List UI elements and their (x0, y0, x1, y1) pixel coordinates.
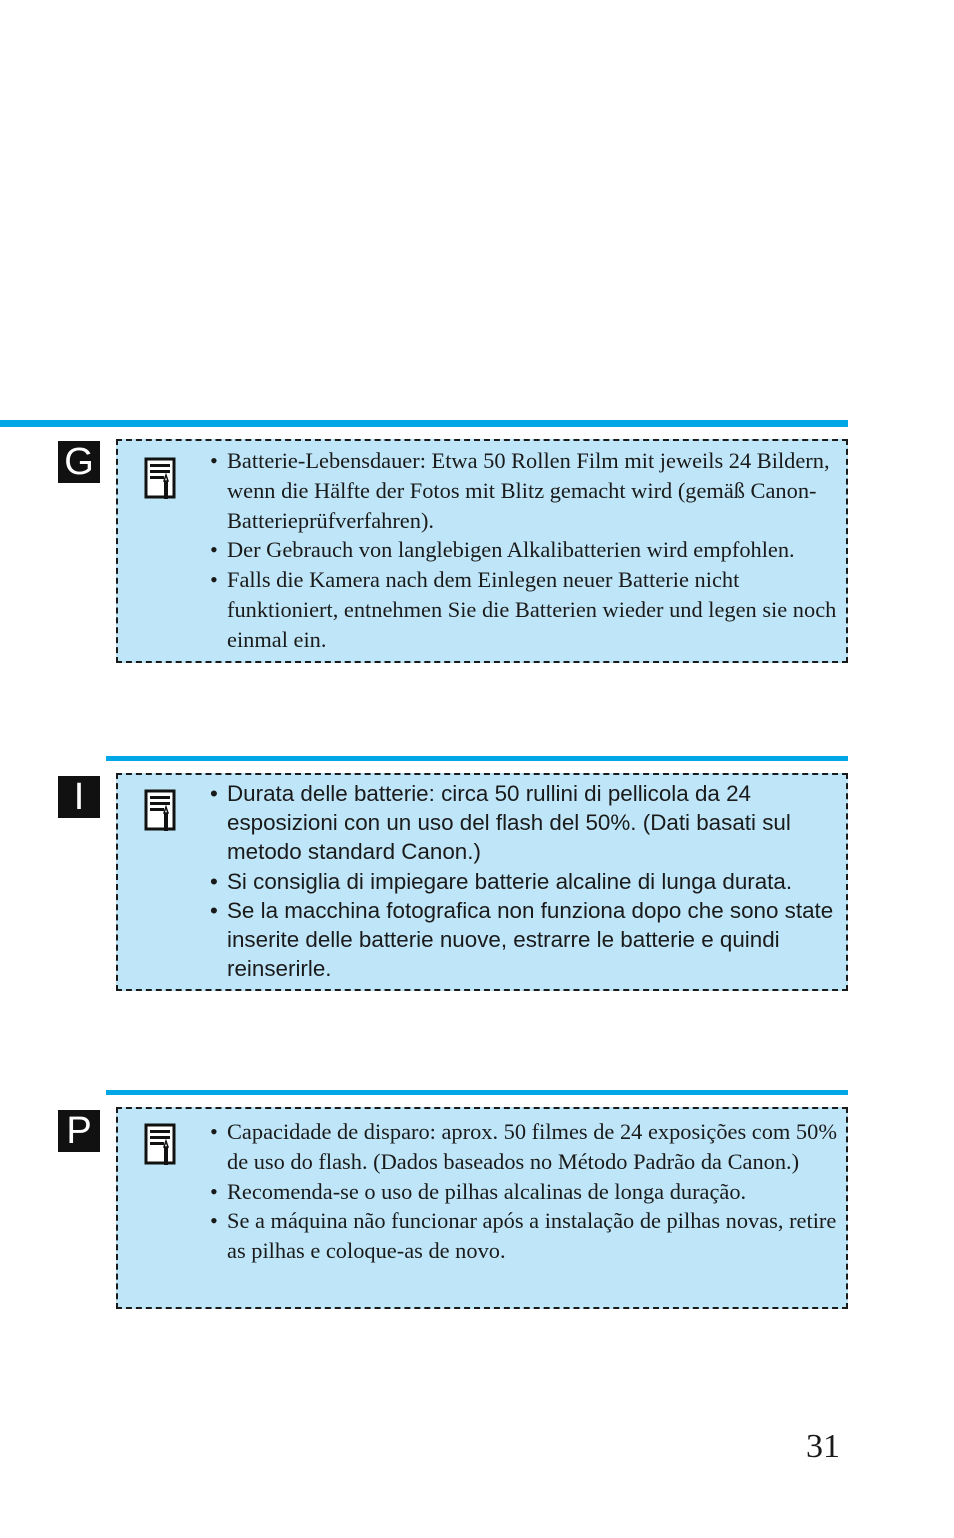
list-item: • Der Gebrauch von langlebigen Alkalibatterien wird empfohlen. (210, 535, 840, 565)
section-rule-italian (106, 756, 848, 761)
note-list-italian (210, 779, 840, 983)
note-box-german (116, 439, 848, 663)
language-tag-german: G (58, 441, 100, 483)
note-list-german (210, 446, 840, 655)
list-item: • Recomenda-se o uso de pilhas alcalinas de longa duração. (210, 1177, 840, 1207)
note-box-italian (116, 773, 848, 991)
memo-icon (144, 1123, 176, 1167)
section-rule-german (0, 420, 848, 427)
memo-icon (144, 457, 176, 501)
list-item: • Se la macchina fotografica non funziona dopo che sono state inserite delle batterie nuove, estrarre le batterie e quindi reinserirle. (210, 896, 840, 984)
language-tag-portuguese: P (58, 1110, 100, 1152)
note-list-portuguese (210, 1117, 840, 1266)
list-item: • Si consiglia di impiegare batterie alcaline di lunga durata. (210, 867, 840, 896)
language-tag-italian: I (58, 776, 100, 818)
list-item: • Capacidade de disparo: aprox. 50 filmes de 24 exposições com 50% de uso do flash. (Dados baseados no Método Padrão da Canon.) (210, 1117, 840, 1177)
list-item: • Batterie-Lebensdauer: Etwa 50 Rollen Film mit jeweils 24 Bildern, wenn die Hälfte der Fotos mit Blitz gemacht wird (gemäß Canon-Batterieprüfverfahren). (210, 446, 840, 535)
note-box-portuguese (116, 1107, 848, 1309)
list-item: • Durata delle batterie: circa 50 rullini di pellicola da 24 esposizioni con un uso del flash del 50%. (Dati basati sul metodo standard Canon.) (210, 779, 840, 867)
page-number: 31 (806, 1428, 840, 1465)
memo-icon (144, 789, 176, 833)
section-rule-portuguese (106, 1090, 848, 1095)
list-item: • Se a máquina não funcionar após a instalação de pilhas novas, retire as pilhas e coloque-as de novo. (210, 1206, 840, 1266)
list-item: • Falls die Kamera nach dem Einlegen neuer Batterie nicht funktioniert, entnehmen Sie die Batterien wieder und legen sie noch einmal ein. (210, 565, 840, 654)
